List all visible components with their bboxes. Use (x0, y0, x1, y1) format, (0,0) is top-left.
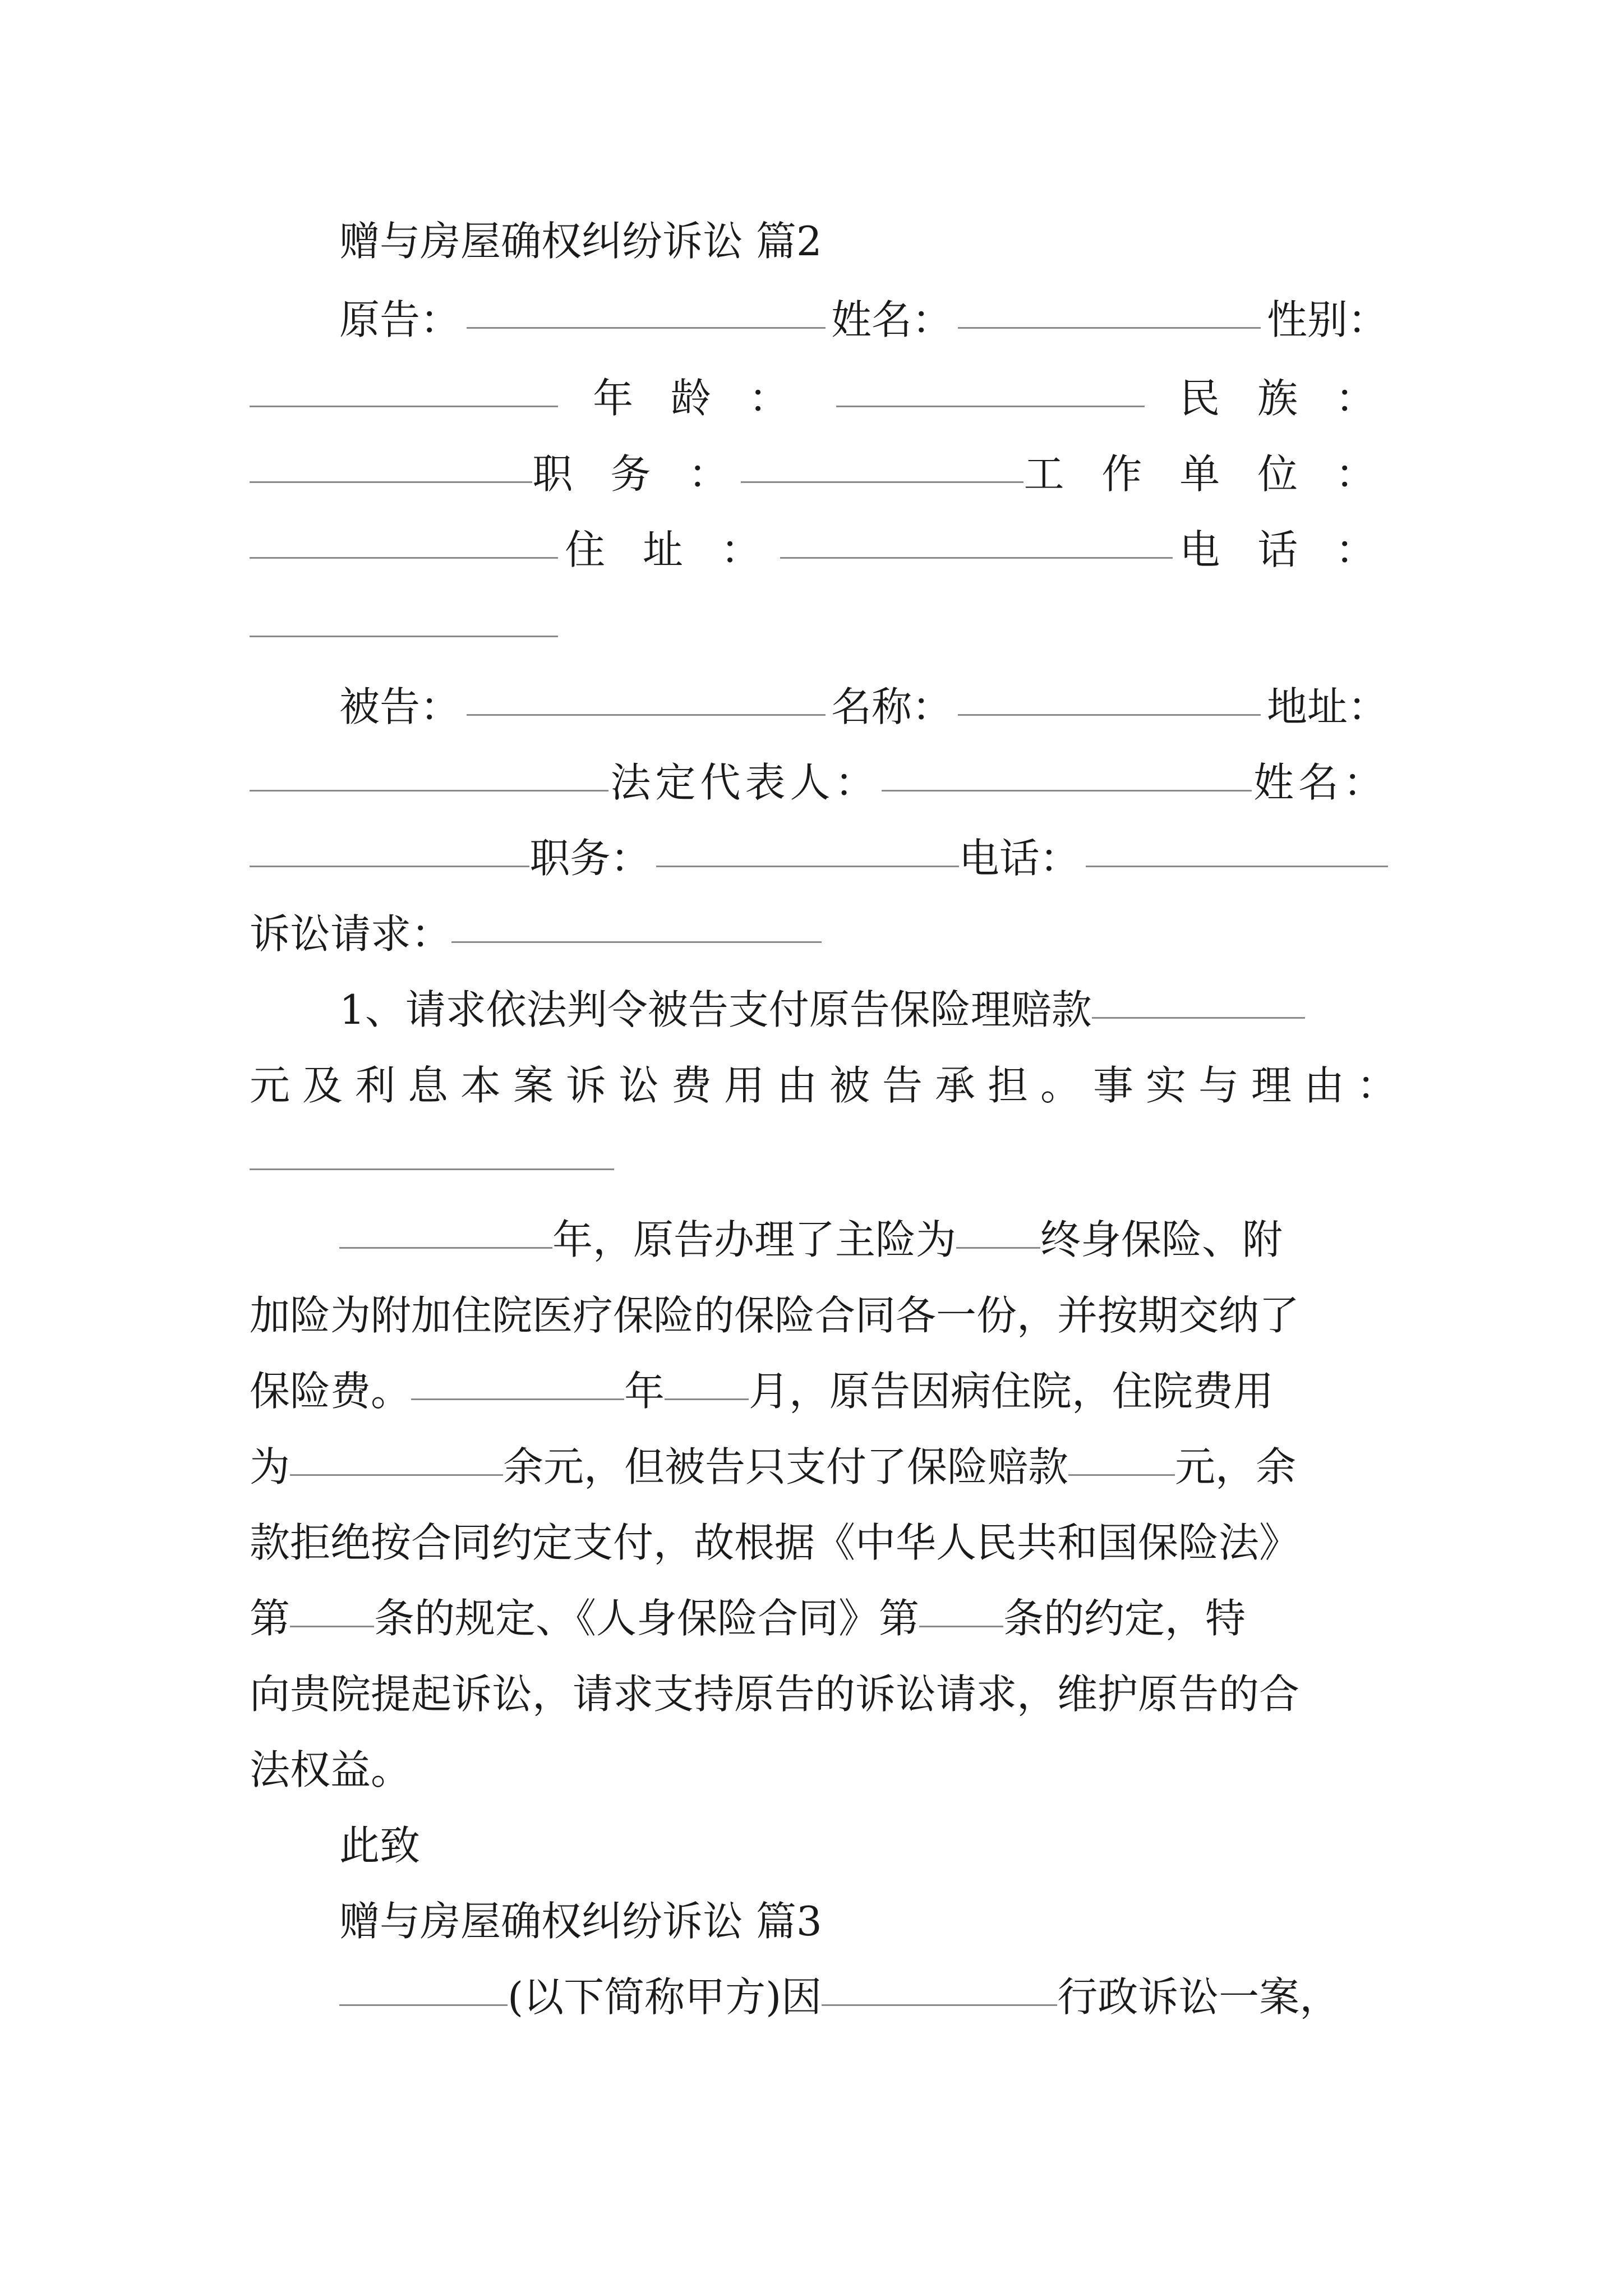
blank-field[interactable] (780, 557, 1173, 559)
plaintiff-gender-label: 性别： (1266, 296, 1388, 343)
defendant-phone-label: 电话： (958, 835, 1080, 882)
blank-field[interactable] (656, 866, 958, 867)
blank-field[interactable] (250, 481, 532, 483)
facts-text: 加险为附加住院医疗保险的保险合同各一份，并按期交纳了 (250, 1292, 1300, 1339)
blank-field[interactable] (822, 2004, 1057, 2006)
plaintiff-position-line (250, 435, 1388, 513)
blank-field[interactable] (290, 1626, 374, 1627)
facts-text: 年 (624, 1368, 665, 1415)
facts-text: 法权益。 (250, 1746, 412, 1793)
plaintiff-line (250, 280, 1388, 359)
facts-text: 保险费。 (250, 1368, 412, 1415)
facts-line-5 (250, 1503, 1388, 1582)
plaintiff-position-label: 职 务 ： (532, 450, 741, 498)
blank-field[interactable] (958, 327, 1261, 329)
blank-field[interactable] (836, 406, 1145, 407)
facts-text: 为 (250, 1443, 291, 1490)
plaintiff-phone-label: 电 话 ： (1179, 526, 1388, 573)
plaintiff-address-line (250, 510, 1388, 589)
blank-field[interactable] (467, 327, 826, 329)
facts-line-2 (250, 1276, 1388, 1355)
facts-text: 终身保险、附 (1040, 1216, 1283, 1263)
facts-text: 第 (250, 1595, 291, 1642)
blank-field[interactable] (290, 1474, 503, 1476)
section2-title: 赠与房屋确权纠纷诉讼 篇2 (339, 218, 822, 265)
facts-blank-line (250, 1122, 1388, 1200)
blank-field[interactable] (956, 1247, 1040, 1249)
section3-line-1 (250, 1958, 1388, 2036)
facts-text: 元，余 (1175, 1443, 1297, 1490)
blank-field[interactable] (339, 1247, 552, 1249)
facts-text: 年，原告办理了主险为 (552, 1216, 957, 1263)
defendant-position-label: 职务： (529, 835, 651, 882)
blank-field[interactable] (1068, 1474, 1175, 1476)
facts-line-7 (250, 1655, 1388, 1733)
facts-line-3 (250, 1352, 1388, 1430)
facts-text: 向贵院提起诉讼，请求支持原告的诉讼请求，维护原告的合 (250, 1671, 1300, 1718)
plaintiff-label: 原告： (339, 296, 461, 343)
claim1-line (250, 970, 1388, 1049)
claim1-continued (250, 1046, 1410, 1125)
facts-text: 条的约定，特 (1003, 1595, 1246, 1642)
blank-field[interactable] (665, 1398, 749, 1400)
plaintiff-ethnicity-label: 民 族 ： (1179, 375, 1388, 422)
blank-field[interactable] (882, 790, 1252, 792)
blank-field[interactable] (411, 1398, 624, 1400)
plaintiff-phone-blank-line (250, 589, 1388, 668)
claims-line (250, 895, 1388, 973)
defendant-address-label: 地址： (1266, 683, 1388, 730)
facts-text: 条的规定、《人身保险合同》第 (374, 1595, 920, 1642)
plaintiff-employer-label: 工 作 单 位 ： (1023, 450, 1388, 498)
claim1-text: 1、请求依法判令被告支付原告保险理赔款 (339, 986, 1092, 1033)
plaintiff-age-label: 年 龄 ： (593, 375, 801, 422)
blank-field[interactable] (1092, 1017, 1305, 1019)
plaintiff-name-label: 姓名： (831, 296, 952, 343)
plaintiff-age-line (250, 359, 1388, 438)
section-title (250, 1882, 1388, 1961)
blank-field[interactable] (1086, 866, 1388, 867)
blank-field[interactable] (958, 714, 1261, 716)
section3-text: 行政诉讼一案， (1057, 1973, 1340, 2021)
blank-field[interactable] (741, 481, 1023, 483)
closing-text: 此致 (339, 1822, 421, 1869)
defendant-line (250, 668, 1388, 746)
section-title (250, 202, 1388, 280)
facts-line-8 (250, 1731, 1388, 1809)
blank-field[interactable] (250, 636, 558, 637)
facts-text: 款拒绝按合同约定支付，故根据《中华人民共和国保险法》 (250, 1519, 1300, 1566)
defendant-legal-rep-label: 法定代表人： (610, 759, 880, 806)
section3-text: (以下简称甲方)因 (508, 1973, 822, 2021)
defendant-person-name-label: 姓名： (1253, 759, 1388, 806)
blank-field[interactable] (339, 2004, 508, 2006)
blank-field[interactable] (919, 1626, 1003, 1627)
blank-field[interactable] (250, 1168, 614, 1170)
plaintiff-address-label: 住 址 ： (565, 526, 773, 573)
facts-text: 余元，但被告只支付了保险赔款 (503, 1443, 1069, 1490)
blank-field[interactable] (250, 557, 558, 559)
section3-title: 赠与房屋确权纠纷诉讼 篇3 (339, 1898, 822, 1945)
blank-field[interactable] (451, 941, 822, 943)
claim1-text-2: 元及利息本案诉讼费用由被告承担。事实与理由： (250, 1062, 1410, 1109)
facts-text: 月，原告因病住院，住院费用 (749, 1368, 1274, 1415)
defendant-position-line (250, 819, 1388, 898)
facts-line-1 (250, 1200, 1388, 1279)
closing-line (250, 1806, 1388, 1885)
blank-field[interactable] (250, 790, 608, 792)
defendant-rep-line (250, 743, 1388, 822)
blank-field[interactable] (250, 866, 529, 867)
blank-field[interactable] (467, 714, 826, 716)
blank-field[interactable] (250, 406, 558, 407)
defendant-name-label: 名称： (831, 683, 952, 730)
facts-line-4 (250, 1428, 1388, 1506)
defendant-label: 被告： (339, 683, 461, 730)
facts-line-6 (250, 1579, 1388, 1658)
claims-label: 诉讼请求： (250, 910, 452, 958)
